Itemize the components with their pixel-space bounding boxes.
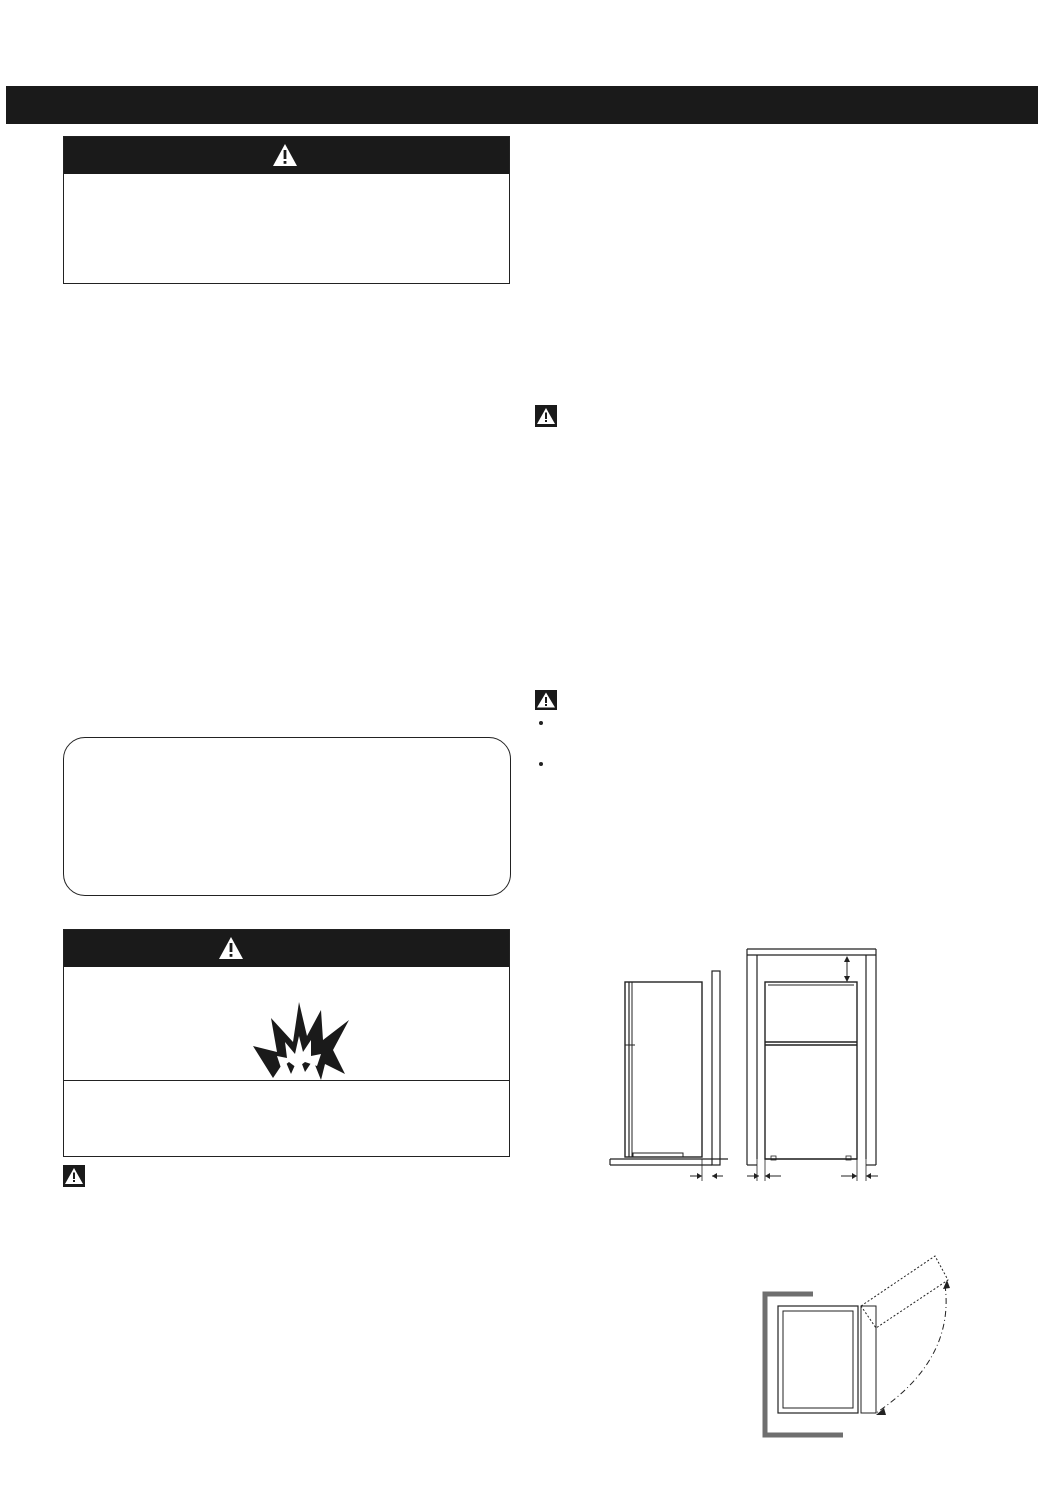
refrigerator-clearance-diagram bbox=[605, 945, 890, 1185]
warning-badge bbox=[63, 1165, 85, 1187]
warning-box-divider bbox=[64, 1080, 509, 1081]
notice-box bbox=[63, 737, 511, 896]
refrigerator-side-view bbox=[610, 971, 728, 1181]
door-swing-diagram bbox=[755, 1250, 970, 1445]
warning-triangle-icon bbox=[63, 1165, 85, 1187]
warning-triangle-icon bbox=[535, 405, 557, 427]
warning-triangle-icon bbox=[535, 690, 557, 710]
warning-triangle-icon bbox=[272, 143, 298, 167]
warning-box-explosion bbox=[63, 929, 510, 1157]
warning-badge bbox=[535, 690, 557, 710]
explosion-hazard-icon bbox=[251, 996, 351, 1080]
section-header-bar bbox=[6, 86, 1038, 124]
warning-box-header bbox=[64, 930, 509, 967]
warning-box-header bbox=[64, 137, 509, 174]
warning-badge bbox=[535, 405, 557, 427]
warning-box-top bbox=[63, 136, 510, 284]
refrigerator-front-view bbox=[747, 949, 878, 1181]
list-bullet bbox=[539, 762, 543, 766]
warning-triangle-icon bbox=[218, 936, 244, 960]
list-bullet bbox=[539, 721, 543, 725]
